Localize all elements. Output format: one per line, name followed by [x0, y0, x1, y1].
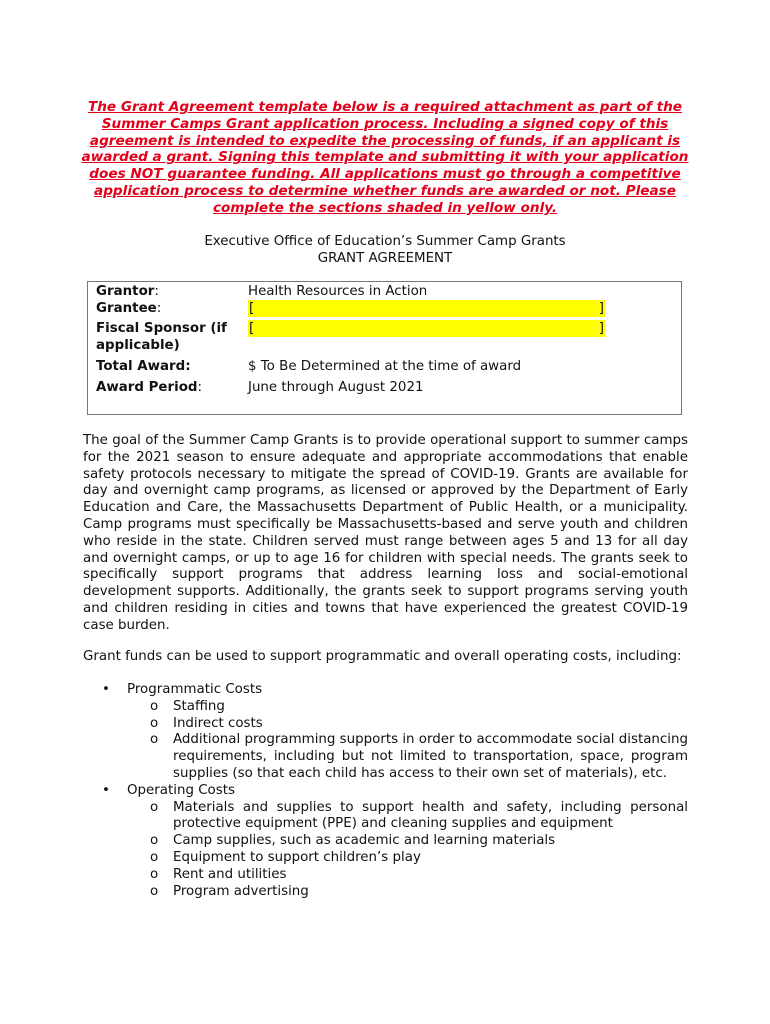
list-item-text: Indirect costs: [173, 715, 263, 731]
bracket-open: [: [249, 301, 255, 316]
fiscal-sponsor-field[interactable]: [248, 320, 605, 337]
required-attachment-notice: The Grant Agreement template below is a required attachment as part of the Summer Camps Grant application process. Including a signed copy of this agreement is intended to expedite the processing of funds, if an applicant is awarded a grant. Signing this template and submitting it with your application does NOT guarantee funding. All applications must go through a competitive application process to determine whether funds are awarded or not. Please complete the sections shaded in yellow only.: [81, 99, 689, 216]
list-item: [83, 716, 688, 733]
bullet-icon: •: [102, 782, 110, 798]
fiscal-sponsor-label: Fiscal Sponsor (if applicable): [96, 321, 227, 353]
sub-bullet-icon: o: [150, 715, 159, 731]
grant-funds-intro: Grant funds can be used to support programmatic and overall operating costs, including:: [83, 649, 682, 664]
sub-bullet-icon: o: [150, 799, 159, 815]
list-item: [83, 867, 688, 884]
list-item-text: Materials and supplies to support health and safety, including personal protective equipment (PPE) and cleaning supplies and equipment: [173, 799, 688, 832]
sub-bullet-icon: o: [150, 883, 159, 899]
list-item: [83, 699, 688, 716]
grantor-value: Health Resources in Action: [248, 284, 428, 299]
sub-bullet-icon: o: [150, 833, 159, 849]
list-item-text: Camp supplies, such as academic and learning materials: [173, 833, 556, 849]
bracket-open: [: [249, 321, 255, 336]
list-item-text: Additional programming supports in order to accommodate social distancing requirements, including but not limited to transportation, space, program supplies (so that each child has access to their own set of materials), etc.: [173, 732, 688, 781]
grantor-label: Grantor:: [96, 284, 159, 299]
list-item: [83, 850, 688, 867]
grant-info-box: [87, 281, 682, 415]
award-period-value: June through August 2021: [248, 380, 424, 395]
list-item: [83, 833, 688, 850]
sub-bullet-icon: o: [150, 849, 159, 865]
list-item-text: Program advertising: [173, 883, 309, 899]
list-item-text: Rent and utilities: [173, 866, 287, 882]
programmatic-costs-title: Programmatic Costs: [127, 682, 263, 697]
list-item: [83, 682, 688, 699]
sub-bullet-icon: o: [150, 698, 159, 714]
list-item: [83, 884, 688, 901]
list-item: [83, 800, 688, 834]
grantee-label: Grantee:: [96, 301, 162, 316]
total-award-label: Total Award:: [96, 359, 191, 374]
award-period-label: Award Period:: [96, 380, 203, 395]
sub-bullet-icon: o: [150, 866, 159, 882]
list-item: [83, 783, 688, 800]
operating-costs-title: Operating Costs: [127, 782, 235, 798]
list-item: [83, 732, 688, 782]
grantee-field[interactable]: [248, 300, 605, 317]
bracket-close: ]: [598, 321, 604, 336]
list-item-text: Equipment to support children’s play: [173, 849, 421, 865]
bullet-icon: •: [102, 682, 110, 697]
sub-bullet-icon: o: [150, 732, 159, 748]
bracket-close: ]: [598, 301, 604, 316]
agreement-title: GRANT AGREEMENT: [317, 251, 453, 266]
agreement-heading: Executive Office of Education’s Summer Camp Grants: [204, 234, 566, 249]
program-goal-paragraph: The goal of the Summer Camp Grants is to provide operational support to summer camps for the 2021 season to ensure adequate and appropriate accommodations that enable safety protocols necessary to mitigate the spread of COVID-19. Grants are available for day and overnight camp programs, as licensed or approved by the Department of Early Education and Care, the Massachusetts Department of Public Health, or a municipality. Camp programs must specifically be Massachusetts-based and serve youth and children who reside in the state. Children served must range between ages 5 and 13 for all day and overnight camps, or up to age 16 for children with special needs. The grants seek to specifically support programs that address learning loss and social-emotional development supports. Additionally, the grants seek to support programs serving youth and children residing in cities and towns that have experienced the greatest COVID-19 case burden.: [83, 433, 688, 633]
list-item-text: Staffing: [173, 698, 225, 714]
eligible-costs-list: [83, 682, 688, 900]
total-award-value: $ To Be Determined at the time of award: [248, 359, 522, 374]
